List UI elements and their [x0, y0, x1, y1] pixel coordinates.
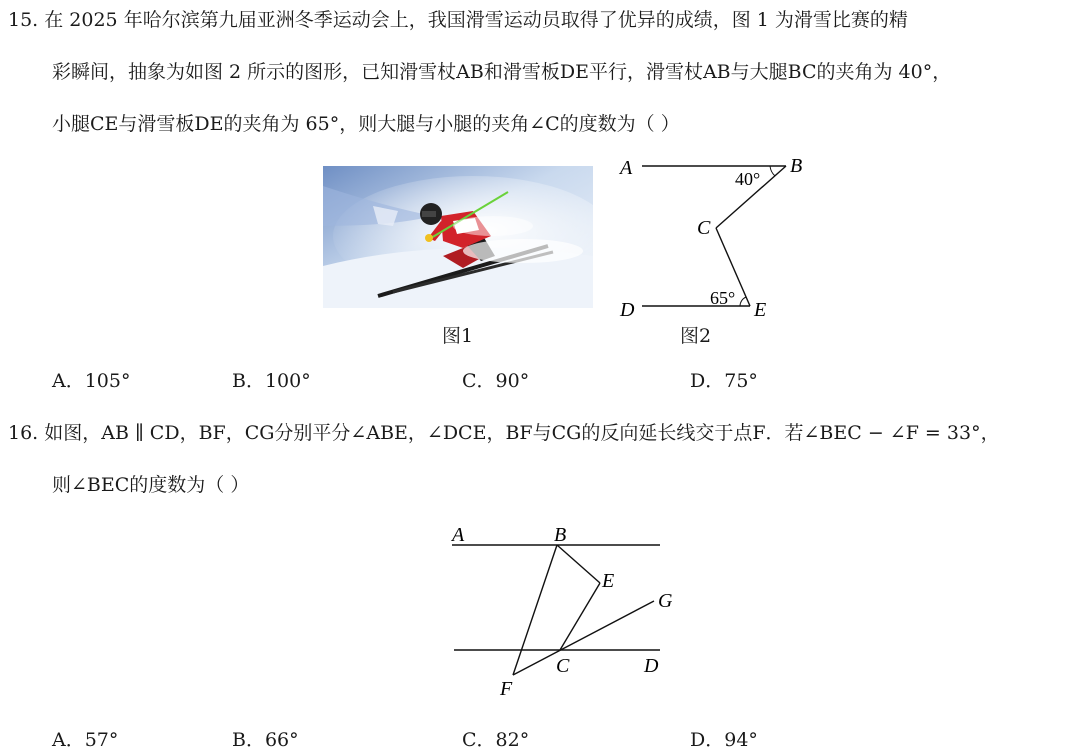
- q16-label-e: E: [602, 570, 615, 592]
- q15-line-3: 小腿CE与滑雪板DE的夹角为 65°，则大腿与小腿的夹角∠C的度数为（ ）: [52, 113, 680, 135]
- q16-diagram: [440, 515, 690, 705]
- q15-option-b: B．100°: [232, 370, 311, 392]
- fig2-diagram: [610, 150, 810, 325]
- q15-option-d: D．75°: [690, 370, 758, 392]
- q16-label-d: D: [644, 655, 659, 677]
- fig2-label-a: A: [620, 157, 633, 179]
- fig2-angle-b: 40°: [735, 169, 761, 189]
- fig2-label-c: C: [697, 217, 711, 239]
- fig2-label-d: D: [620, 299, 635, 321]
- q16-label-c: C: [556, 655, 570, 677]
- q15-line-2: 彩瞬间，抽象为如图 2 所示的图形，已知滑雪杖AB和滑雪板DE平行，滑雪杖AB与大腿BC的夹角为 40°，: [52, 61, 952, 83]
- q15-option-c: C．90°: [462, 370, 530, 392]
- fig2-angle-e: 65°: [710, 288, 736, 308]
- q16-label-a: A: [452, 524, 465, 546]
- q16-label-g: G: [658, 590, 673, 612]
- q16-option-c: C．82°: [462, 729, 530, 751]
- fig2-label-b: B: [790, 155, 803, 177]
- q16-option-d: D．94°: [690, 729, 758, 751]
- q16-line-2: 则∠BEC的度数为（ ）: [52, 474, 250, 496]
- skier-photo: [323, 166, 593, 308]
- q15-line-1: 15. 在 2025 年哈尔滨第九届亚洲冬季运动会上，我国滑雪运动员取得了优异的成绩，图 1 为滑雪比赛的精: [8, 9, 908, 31]
- fig1-caption: 图1: [442, 325, 474, 347]
- q16-label-f: F: [500, 678, 513, 700]
- q16-option-b: B．66°: [232, 729, 299, 751]
- q15-option-a: A．105°: [52, 370, 131, 392]
- q16-line-1: 16. 如图，AB ∥ CD，BF，CG分别平分∠ABE，∠DCE，BF与CG的反向延长线交于点F．若∠BEC − ∠F = 33°，: [8, 422, 1000, 444]
- q16-label-b: B: [554, 524, 567, 546]
- fig2-caption: 图2: [680, 325, 712, 347]
- q16-option-a: A．57°: [52, 729, 119, 751]
- fig2-label-e: E: [754, 299, 767, 321]
